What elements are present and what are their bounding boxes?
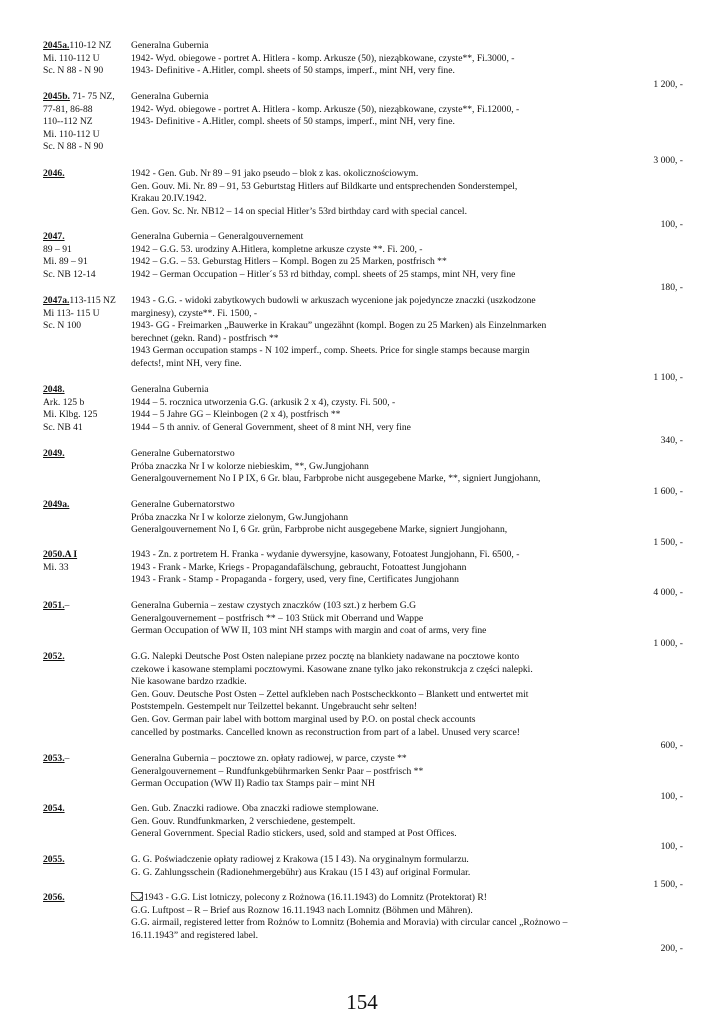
reference-line: Sc. N 88 - N 90 xyxy=(43,65,104,77)
entry-description xyxy=(131,651,683,739)
description-line: Generalna Gubernia – Generalgouvernement xyxy=(131,231,304,242)
entry-description xyxy=(131,448,683,486)
reference-line: Mi. 33 xyxy=(43,561,69,573)
description-line: German Occupation (WW II) Radio tax Stamps pair – mint NH xyxy=(131,778,375,790)
catalog-entry xyxy=(43,600,683,650)
description-line: Generalna Gubernia xyxy=(131,384,209,395)
description-line: Gen. Gub. Znaczki radiowe. Oba znaczki radiowe stemplowane. xyxy=(131,803,379,814)
description-line: 1943- GG - Freimarken „Bauwerke in Krakau” ungezähnt (kompl. Bogen zu 25 Marken) als Einzelnmarken xyxy=(131,320,547,332)
entry-references xyxy=(43,549,131,574)
entry-description xyxy=(131,600,683,638)
reference-line: Mi. Klbg. 125 xyxy=(43,409,98,421)
description-line: Generalgouvernement No I P IX, 6 Gr. blau, Farbprobe nicht ausgegebene Marke, **, signiert Jungjohann, xyxy=(131,473,541,485)
lot-price: 1 500, - xyxy=(653,537,683,548)
lot-number: 2050.A I xyxy=(43,549,78,560)
description-line: 1944 – 5. rocznica utworzenia G.G. (arkusik 2 x 4), czysty. Fi. 500, - xyxy=(131,396,396,408)
entry-description xyxy=(131,231,683,281)
description-line: Nie kasowane bardzo rzadkie. xyxy=(131,676,247,688)
description-line: 1944 – 5 th anniv. of General Government, sheet of 8 mint NH, very fine xyxy=(131,421,411,433)
catalog-entry xyxy=(43,91,683,167)
entry-references xyxy=(43,600,131,613)
reference-line: Sc. NB 41 xyxy=(43,421,83,433)
description-line: 1942 – G.G. 53. urodziny A.Hitlera, kompletne arkusze czyste **. Fi. 200, - xyxy=(131,243,423,255)
entry-references xyxy=(43,384,131,434)
description-line: Generalne Gubernatorstwo xyxy=(131,499,235,510)
entry-description xyxy=(131,40,683,78)
lot-number: 2048. xyxy=(43,384,65,395)
entry-references xyxy=(43,892,131,905)
lot-price: 340, - xyxy=(660,435,683,446)
lot-price: 1 000, - xyxy=(653,638,683,649)
catalog-entry xyxy=(43,295,683,384)
description-line: Generalna Gubernia – zestaw czystych znaczków (103 szt.) z herbem G.G xyxy=(131,600,417,611)
reference-line: Ark. 125 b xyxy=(43,396,85,408)
entry-references xyxy=(43,448,131,461)
lot-price: 100, - xyxy=(660,841,683,852)
lot-price: 100, - xyxy=(660,219,683,230)
entry-references xyxy=(43,295,131,333)
reference-line: Sc. NB 12-14 xyxy=(43,268,96,280)
lot-suffix: – xyxy=(64,753,70,764)
description-line: marginesy), czyste**. Fi. 1500, - xyxy=(131,307,258,319)
lot-number: 2055. xyxy=(43,854,65,865)
description-line: cancelled by postmarks. Cancelled known as reconstruction from part of a label. Unused very scarce! xyxy=(131,726,520,738)
lot-number: 2049a. xyxy=(43,499,70,510)
lot-number: 2045a. xyxy=(43,40,70,51)
lot-price: 180, - xyxy=(660,282,683,293)
reference-line: 113-115 NZ xyxy=(69,295,116,306)
description-line: 1944 – 5 Jahre GG – Kleinbogen (2 x 4), postfrisch ** xyxy=(131,409,341,421)
lot-price: 1 500, - xyxy=(653,879,683,890)
lot-number: 2054. xyxy=(43,803,65,814)
catalog-entry xyxy=(43,854,683,891)
description-line: 1943 - G.G. List lotniczy, polecony z Rożnowa (16.11.1943) do Lomnitz (Protektorat) R! xyxy=(144,892,487,903)
reference-line: Mi. 89 – 91 xyxy=(43,256,88,268)
entry-references xyxy=(43,854,131,867)
entry-references xyxy=(43,803,131,816)
reference-line: Mi. 110-112 U xyxy=(43,52,100,64)
description-line: 1943 German occupation stamps - N 102 imperf., comp. Sheets. Price for single stamps because margin xyxy=(131,345,530,357)
description-line: Gen. Gouv. Mi. Nr. 89 – 91, 53 Geburtstag Hitlers auf Bildkarte und entsprechenden Sonderstempel, xyxy=(131,180,518,192)
description-line: 1942- Wyd. obiegowe - portret A. Hitlera - komp. Arkusze (50), nieząbkowane, czyste**, Fi.12000, - xyxy=(131,103,520,115)
entry-description xyxy=(131,499,683,537)
reference-line: Sc. N 88 - N 90 xyxy=(43,141,104,153)
description-line: G.G. Nalepki Deutsche Post Osten nalepiane przez pocztę na blankiety nadawane na pocztowe konto xyxy=(131,651,520,662)
reference-line: 110--112 NZ xyxy=(43,116,93,128)
lot-price: 3 000, - xyxy=(653,155,683,166)
lot-price: 1 100, - xyxy=(653,372,683,383)
entry-description xyxy=(131,295,683,371)
lot-number: 2045b. xyxy=(43,91,70,102)
lot-number: 2051. xyxy=(43,600,65,611)
lot-price: 4 000, - xyxy=(653,587,683,598)
entry-description xyxy=(131,384,683,434)
description-line: 1942 – G.G. – 53. Geburstag Hitlers – Kompl. Bogen zu 25 Marken, postfrisch ** xyxy=(131,256,447,268)
entry-description xyxy=(131,549,683,587)
description-line: Generalgouvernement – Rundfunkgebührmarken Senkr Paar – postfrisch ** xyxy=(131,765,424,777)
envelope-icon xyxy=(131,892,143,901)
description-line: G. G. Poświadczenie opłaty radiowej z Krakowa (15 I 43). Na oryginalnym formularzu. xyxy=(131,854,469,865)
description-line: Generalgouvernement No I, 6 Gr. grün, Farbprobe nicht ausgegebene Marke, signiert Jungjohann, xyxy=(131,524,508,536)
lot-number: 2056. xyxy=(43,892,65,903)
description-line: 1943 - G.G. - widoki zabytkowych budowli w arkuszach wycenione jak pojedyncze znaczki (uszkodzone xyxy=(131,295,536,306)
catalog-entry xyxy=(43,448,683,498)
entry-description xyxy=(131,803,683,841)
catalog-entry xyxy=(43,549,683,599)
catalog-entry xyxy=(43,168,683,230)
lot-price: 600, - xyxy=(660,740,683,751)
catalog-entry xyxy=(43,651,683,752)
description-line: German Occupation of WW II, 103 mint NH stamps with margin and coat of arms, very fine xyxy=(131,625,487,637)
description-line: Gen. Gouv. Rundfunkmarken, 2 verschiedene, gestempelt. xyxy=(131,815,356,827)
entry-references xyxy=(43,753,131,766)
description-line: Gen. Gov. German pair label with bottom marginal used by P.O. on postal check accounts xyxy=(131,713,476,725)
catalog-entry xyxy=(43,803,683,853)
entry-description xyxy=(131,91,683,129)
description-line: Gen. Gouv. Deutsche Post Osten – Zettel aufkleben nach Postscheckkonto – Blankett und entwertet mit xyxy=(131,688,529,700)
description-line: Generalgouvernement – postfrisch ** – 103 Stück mit Oberrand und Wappe xyxy=(131,612,424,624)
lot-number: 2052. xyxy=(43,651,65,662)
entry-description xyxy=(131,753,683,791)
catalog-entry xyxy=(43,231,683,294)
entry-references xyxy=(43,231,131,281)
reference-line: Mi. 110-112 U xyxy=(43,128,100,140)
description-line: Generalne Gubernatorstwo xyxy=(131,448,235,459)
entry-description xyxy=(131,854,683,879)
description-line: Gen. Gov. Sc. Nr. NB12 – 14 on special Hitler’s 53rd birthday card with special cancel. xyxy=(131,205,467,217)
reference-line: 71- 75 NZ, xyxy=(69,91,115,102)
description-line: 1942 - Gen. Gub. Nr 89 – 91 jako pseudo – blok z kas. okolicznościowym. xyxy=(131,168,419,179)
description-line: G. G. Zahlungsschein (Radionehmergebühr) aus Krakau (15 I 43) auf original Formular. xyxy=(131,866,471,878)
reference-line: 110-12 NZ xyxy=(69,40,112,51)
lot-number: 2047a. xyxy=(43,295,70,306)
description-line: 1943 - Frank - Stamp - Propaganda - forgery, used, very fine, Certificates Jungjohann xyxy=(131,574,459,586)
reference-line: Sc. N 100 xyxy=(43,320,82,332)
description-line: 16.11.1943” and registered label. xyxy=(131,929,258,941)
description-line: G.G. airmail, registered letter from Rożnów to Lomnitz (Bohemia and Moravia) with circular cancel „Rożnowo – xyxy=(131,917,568,929)
catalog-entry xyxy=(43,753,683,803)
description-line: berechnet (gekn. Rand) - postfrisch ** xyxy=(131,332,279,344)
reference-line: 77-81, 86-88 xyxy=(43,103,93,115)
description-line: 1942 – German Occupation – Hitler´s 53 rd bithday, compl. sheets of 25 stamps, mint NH, very fine xyxy=(131,268,516,280)
lot-price: 1 600, - xyxy=(653,486,683,497)
lot-price: 1 200, - xyxy=(653,79,683,90)
description-line: 1943 - Frank - Marke, Kriegs - Propagandafälschung, gebraucht, Fotoattest Jungjohann xyxy=(131,561,467,573)
description-line: 1943- Definitive - A.Hitler, compl. sheets of 50 stamps, imperf., mint NH, very fine. xyxy=(131,65,455,77)
entry-references xyxy=(43,499,131,512)
entry-references xyxy=(43,168,131,181)
description-line: defects!, mint NH, very fine. xyxy=(131,357,242,369)
lot-number: 2046. xyxy=(43,168,65,179)
lot-number: 2047. xyxy=(43,231,65,242)
catalog-entry xyxy=(43,499,683,549)
description-line: 1943 - Zn. z portretem H. Franka - wydanie dywersyjne, kasowany, Fotoatest Jungjohann, Fi. 6500, - xyxy=(131,549,520,560)
reference-line: Mi 113- 115 U xyxy=(43,307,100,319)
lot-price: 100, - xyxy=(660,791,683,802)
description-line: Krakau 20.IV.1942. xyxy=(131,193,207,205)
catalog-entry xyxy=(43,384,683,447)
description-line: Generalna Gubernia – pocztowe zn. opłaty radiowej, w parce, czyste ** xyxy=(131,753,407,764)
page-number: 154 xyxy=(346,990,378,1014)
description-line: Generalna Gubernia xyxy=(131,40,209,51)
entry-references xyxy=(43,91,131,154)
entry-description xyxy=(131,168,683,218)
description-line: Poststempeln. Gestempelt nur Teilzettel bekannt. Ungebraucht sehr selten! xyxy=(131,701,418,713)
description-line: G.G. Luftpost – R – Brief aus Roznow 16.11.1943 nach Lomnitz (Böhmen und Mähren). xyxy=(131,904,473,916)
catalog-entry xyxy=(43,892,683,954)
lot-price: 200, - xyxy=(660,943,683,954)
description-line: 1943- Definitive - A.Hitler, compl. sheets of 50 stamps, imperf., mint NH, very fine. xyxy=(131,116,455,128)
lot-suffix: – xyxy=(64,600,70,611)
catalog-entry xyxy=(43,40,683,91)
description-line: General Government. Special Radio stickers, used, sold and stamped at Post Offices. xyxy=(131,828,457,840)
entry-references xyxy=(43,651,131,664)
entry-references xyxy=(43,40,131,78)
lot-number: 2053. xyxy=(43,753,65,764)
entry-description xyxy=(131,892,683,942)
description-line: Próba znaczka Nr I w kolorze zielonym, Gw.Jungjohann xyxy=(131,511,349,523)
description-line: Generalna Gubernia xyxy=(131,91,209,102)
lot-number: 2049. xyxy=(43,448,65,459)
description-line: czekowe i kasowane stemplami pocztowymi. Kasowane znane tylko jako rekonstrukcja z części nalepki. xyxy=(131,663,533,675)
description-line: 1942- Wyd. obiegowe - portret A. Hitlera - komp. Arkusze (50), nieząbkowane, czyste**, Fi.3000, - xyxy=(131,52,515,64)
description-line: Próba znaczka Nr I w kolorze niebieskim, **, Gw.Jungjohann xyxy=(131,460,369,472)
reference-line: 89 – 91 xyxy=(43,243,72,255)
